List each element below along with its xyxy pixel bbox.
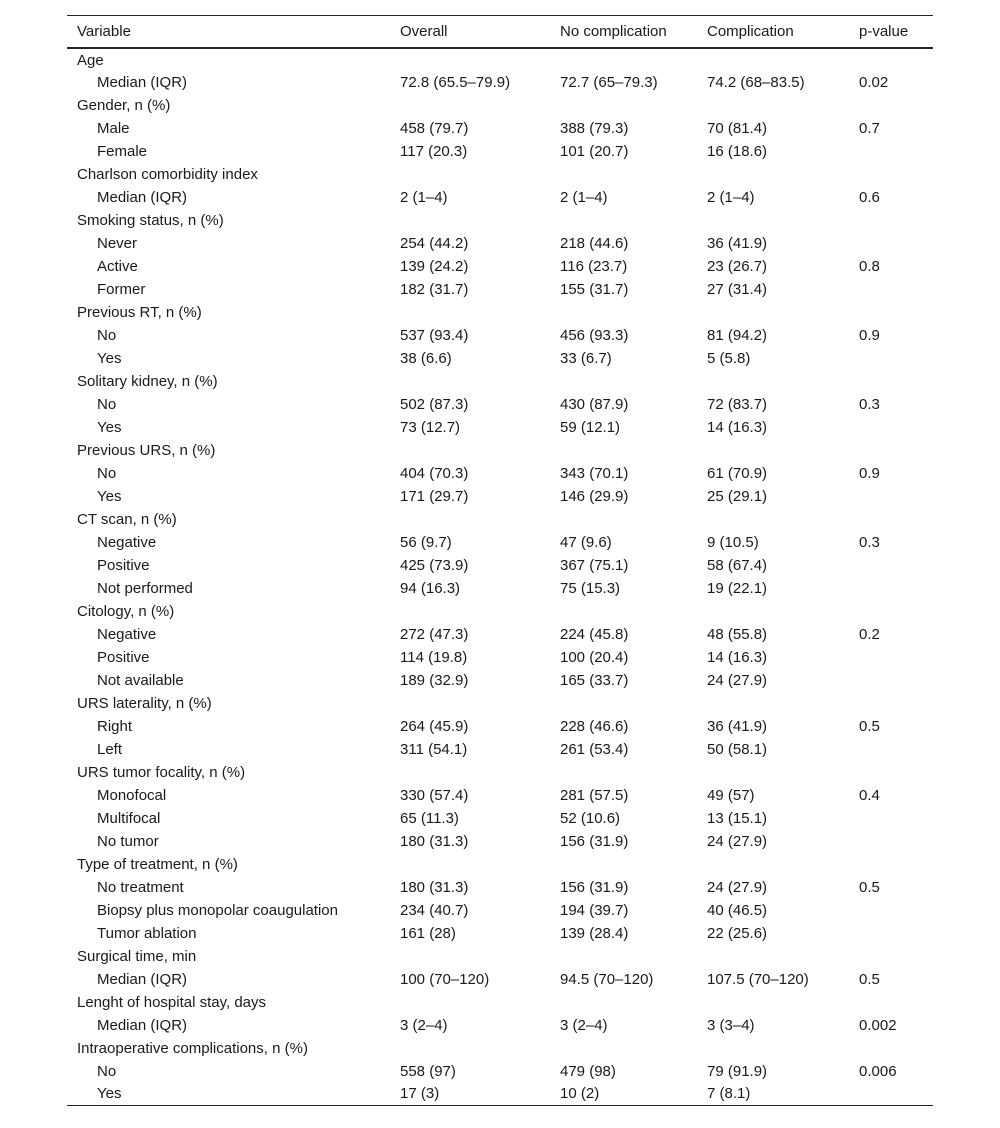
cell-p-value: 0.6 [859, 188, 880, 206]
table-row [67, 876, 933, 899]
header-p-value: p-value [849, 16, 933, 48]
cell-variable: No [97, 464, 117, 482]
cell-no-complication [550, 163, 697, 186]
cell-no-complication: 430 (87.9) [560, 395, 629, 413]
cell-complication: 16 (18.6) [707, 142, 768, 160]
table-group-row [67, 48, 933, 71]
cell-variable: Former [97, 280, 146, 298]
cell-no-complication: 100 (20.4) [560, 648, 629, 666]
table-row [67, 554, 933, 577]
cell-overall: 182 (31.7) [400, 280, 469, 298]
cell-complication: 49 (57) [707, 786, 755, 804]
cell-complication [697, 600, 849, 623]
cell-complication: 24 (27.9) [707, 832, 768, 850]
cell-complication: 36 (41.9) [707, 717, 768, 735]
cell-complication: 40 (46.5) [707, 901, 768, 919]
table-row [67, 715, 933, 738]
cell-overall [390, 1037, 550, 1060]
header-row [67, 16, 933, 48]
cell-overall: 234 (40.7) [400, 901, 469, 919]
cell-no-complication: 101 (20.7) [560, 142, 629, 160]
table-header [67, 16, 933, 48]
cell-p-value [849, 347, 933, 370]
cell-p-value [849, 278, 933, 301]
table-group-row [67, 209, 933, 232]
cell-variable: Median (IQR) [97, 1016, 188, 1034]
header-no-complication: No complication [550, 16, 697, 48]
cell-variable: Gender, n (%) [77, 96, 171, 114]
cell-variable: Previous RT, n (%) [77, 303, 202, 321]
cell-no-complication: 47 (9.6) [560, 533, 612, 551]
cell-complication: 48 (55.8) [707, 625, 768, 643]
cell-variable: Not available [97, 671, 184, 689]
cell-complication: 58 (67.4) [707, 556, 768, 574]
table-group-row [67, 439, 933, 462]
table-row [67, 1060, 933, 1083]
cell-no-complication [550, 692, 697, 715]
cell-overall [390, 94, 550, 117]
table-group-row [67, 163, 933, 186]
cell-variable: URS tumor focality, n (%) [77, 763, 246, 781]
cell-no-complication: 52 (10.6) [560, 809, 621, 827]
cell-complication: 72 (83.7) [707, 395, 768, 413]
header-complication: Complication [697, 16, 849, 48]
cell-variable: No [97, 1062, 117, 1080]
table-row [67, 784, 933, 807]
cell-complication: 74.2 (68–83.5) [707, 73, 805, 91]
cell-variable: Median (IQR) [97, 970, 188, 988]
cell-overall: 180 (31.3) [400, 878, 469, 896]
cell-no-complication: 139 (28.4) [560, 924, 629, 942]
cell-variable: Negative [97, 533, 157, 551]
cell-variable: No [97, 395, 117, 413]
table-row [67, 255, 933, 278]
cell-variable: Never [97, 234, 138, 252]
cell-complication [697, 94, 849, 117]
cell-p-value [849, 1037, 933, 1060]
cell-variable: Right [97, 717, 133, 735]
cell-overall [390, 163, 550, 186]
cell-p-value [849, 807, 933, 830]
cell-no-complication [550, 1037, 697, 1060]
cell-no-complication: 155 (31.7) [560, 280, 629, 298]
cell-overall [390, 48, 550, 71]
cell-overall: 311 (54.1) [400, 740, 468, 758]
cell-overall: 2 (1–4) [400, 188, 448, 206]
cell-complication [697, 439, 849, 462]
cell-p-value [849, 370, 933, 393]
cell-complication: 50 (58.1) [707, 740, 768, 758]
cell-overall: 38 (6.6) [400, 349, 452, 367]
table-row [67, 71, 933, 94]
cell-p-value: 0.5 [859, 878, 880, 896]
cell-variable: Positive [97, 556, 150, 574]
cell-overall: 330 (57.4) [400, 786, 469, 804]
cell-variable: Median (IQR) [97, 73, 188, 91]
cell-no-complication: 116 (23.7) [560, 257, 628, 275]
cell-overall: 56 (9.7) [400, 533, 452, 551]
cell-no-complication [550, 945, 697, 968]
cell-variable: Median (IQR) [97, 188, 188, 206]
cell-no-complication: 156 (31.9) [560, 878, 629, 896]
cell-overall: 254 (44.2) [400, 234, 469, 252]
cell-complication [697, 991, 849, 1014]
cell-overall: 272 (47.3) [400, 625, 469, 643]
cell-no-complication: 165 (33.7) [560, 671, 629, 689]
cell-variable: Not performed [97, 579, 193, 597]
cell-no-complication: 10 (2) [550, 1083, 697, 1106]
table-row [67, 623, 933, 646]
cell-variable: Yes [97, 349, 122, 367]
cell-overall [390, 991, 550, 1014]
cell-p-value [849, 600, 933, 623]
cell-no-complication: 281 (57.5) [560, 786, 629, 804]
table-row [67, 669, 933, 692]
cell-no-complication: 228 (46.6) [560, 717, 629, 735]
table-row [67, 830, 933, 853]
cell-no-complication [550, 209, 697, 232]
cell-overall: 65 (11.3) [400, 809, 459, 827]
header-variable: Variable [67, 16, 390, 48]
table-container [67, 15, 933, 1106]
cell-variable: Female [97, 142, 148, 160]
cell-variable: Solitary kidney, n (%) [77, 372, 218, 390]
cell-no-complication [550, 600, 697, 623]
cell-complication [697, 761, 849, 784]
cell-overall [390, 439, 550, 462]
baseline-characteristics-table [67, 15, 933, 1106]
cell-overall: 17 (3) [390, 1083, 550, 1106]
cell-overall: 171 (29.7) [400, 487, 469, 505]
cell-complication [697, 301, 849, 324]
cell-variable: Surgical time, min [77, 947, 197, 965]
cell-overall [390, 692, 550, 715]
cell-variable: Positive [97, 648, 150, 666]
cell-complication: 24 (27.9) [707, 878, 768, 896]
table-row [67, 577, 933, 600]
cell-variable: No treatment [97, 878, 184, 896]
cell-p-value: 0.2 [859, 625, 880, 643]
cell-no-complication: 194 (39.7) [560, 901, 629, 919]
cell-complication [697, 163, 849, 186]
cell-complication: 22 (25.6) [707, 924, 768, 942]
cell-overall: 100 (70–120) [400, 970, 490, 988]
cell-overall [390, 301, 550, 324]
cell-variable: URS laterality, n (%) [77, 694, 212, 712]
cell-p-value [849, 508, 933, 531]
table-group-row [67, 692, 933, 715]
cell-variable: Yes [67, 1083, 390, 1106]
cell-p-value [849, 669, 933, 692]
table-group-row [67, 1037, 933, 1060]
table-group-row [67, 761, 933, 784]
cell-complication: 61 (70.9) [707, 464, 768, 482]
cell-p-value [849, 48, 933, 71]
cell-complication: 2 (1–4) [707, 188, 755, 206]
cell-no-complication [550, 301, 697, 324]
cell-overall [390, 508, 550, 531]
cell-variable: Previous URS, n (%) [77, 441, 216, 459]
cell-overall [390, 370, 550, 393]
table-group-row [67, 991, 933, 1014]
cell-p-value [849, 163, 933, 186]
cell-variable: Smoking status, n (%) [77, 211, 224, 229]
cell-no-complication: 33 (6.7) [560, 349, 612, 367]
cell-variable: Multifocal [97, 809, 161, 827]
cell-p-value [849, 301, 933, 324]
cell-variable: Yes [97, 487, 122, 505]
table-row [67, 140, 933, 163]
cell-complication: 14 (16.3) [707, 648, 768, 666]
table-group-row [67, 301, 933, 324]
cell-complication [697, 508, 849, 531]
cell-p-value [849, 94, 933, 117]
cell-p-value [849, 853, 933, 876]
cell-complication [697, 853, 849, 876]
cell-overall [390, 761, 550, 784]
table-group-row [67, 94, 933, 117]
cell-complication [697, 945, 849, 968]
cell-overall: 425 (73.9) [400, 556, 469, 574]
cell-no-complication: 72.7 (65–79.3) [560, 73, 658, 91]
cell-overall [390, 853, 550, 876]
cell-variable: Biopsy plus monopolar coaugulation [97, 901, 338, 919]
cell-p-value: 0.4 [859, 786, 880, 804]
cell-variable: No [97, 326, 117, 344]
cell-overall: 458 (79.7) [400, 119, 469, 137]
table-row [67, 899, 933, 922]
cell-no-complication [550, 508, 697, 531]
cell-p-value: 0.9 [859, 464, 880, 482]
cell-no-complication: 388 (79.3) [560, 119, 629, 137]
cell-p-value [849, 692, 933, 715]
cell-variable: Charlson comorbidity index [77, 165, 258, 183]
cell-complication: 70 (81.4) [707, 119, 768, 137]
cell-variable: Active [97, 257, 138, 275]
cell-overall: 537 (93.4) [400, 326, 469, 344]
table-row [67, 646, 933, 669]
cell-variable: CT scan, n (%) [77, 510, 177, 528]
cell-complication: 27 (31.4) [707, 280, 768, 298]
table-group-row [67, 370, 933, 393]
header-overall: Overall [390, 16, 550, 48]
table-group-row [67, 600, 933, 623]
cell-no-complication: 156 (31.9) [560, 832, 629, 850]
cell-no-complication [550, 761, 697, 784]
cell-overall: 117 (20.3) [400, 142, 468, 160]
cell-variable: Left [97, 740, 123, 758]
cell-overall: 73 (12.7) [400, 418, 461, 436]
cell-overall: 3 (2–4) [400, 1016, 448, 1034]
cell-complication: 81 (94.2) [707, 326, 768, 344]
cell-complication [697, 1037, 849, 1060]
cell-complication: 14 (16.3) [707, 418, 768, 436]
cell-overall: 161 (28) [400, 924, 456, 942]
cell-no-complication [550, 439, 697, 462]
table-row [67, 393, 933, 416]
cell-p-value [849, 1083, 933, 1106]
cell-no-complication: 146 (29.9) [560, 487, 629, 505]
cell-no-complication: 94.5 (70–120) [560, 970, 654, 988]
cell-p-value [849, 439, 933, 462]
cell-complication: 3 (3–4) [707, 1016, 755, 1034]
cell-overall: 264 (45.9) [400, 717, 469, 735]
table-row [67, 1083, 933, 1106]
cell-p-value: 0.9 [859, 326, 880, 344]
cell-no-complication: 75 (15.3) [560, 579, 621, 597]
table-body [67, 48, 933, 1106]
cell-p-value: 0.3 [859, 533, 880, 551]
cell-complication: 36 (41.9) [707, 234, 768, 252]
cell-no-complication: 218 (44.6) [560, 234, 629, 252]
cell-p-value [849, 991, 933, 1014]
cell-complication: 79 (91.9) [707, 1062, 768, 1080]
cell-no-complication [550, 370, 697, 393]
cell-p-value [849, 761, 933, 784]
cell-p-value: 0.02 [859, 73, 889, 91]
cell-no-complication: 224 (45.8) [560, 625, 629, 643]
cell-no-complication: 3 (2–4) [560, 1016, 608, 1034]
cell-variable: Type of treatment, n (%) [77, 855, 238, 873]
cell-p-value [849, 577, 933, 600]
cell-no-complication [550, 48, 697, 71]
cell-overall: 139 (24.2) [400, 257, 469, 275]
cell-complication [697, 370, 849, 393]
table-group-row [67, 853, 933, 876]
cell-complication: 23 (26.7) [707, 257, 768, 275]
table-row [67, 531, 933, 554]
cell-no-complication [550, 853, 697, 876]
cell-p-value [849, 485, 933, 508]
table-row [67, 968, 933, 991]
cell-p-value: 0.006 [859, 1062, 897, 1080]
cell-p-value [849, 922, 933, 945]
cell-variable: Intraoperative complications, n (%) [77, 1039, 308, 1057]
cell-complication: 13 (15.1) [707, 809, 768, 827]
cell-overall: 404 (70.3) [400, 464, 469, 482]
cell-p-value [849, 646, 933, 669]
cell-overall [390, 209, 550, 232]
cell-p-value [849, 554, 933, 577]
cell-p-value: 0.5 [859, 970, 880, 988]
cell-p-value: 0.5 [859, 717, 880, 735]
cell-p-value [849, 738, 933, 761]
cell-no-complication: 367 (75.1) [560, 556, 629, 574]
cell-complication [697, 209, 849, 232]
cell-p-value: 0.8 [859, 257, 880, 275]
table-row [67, 416, 933, 439]
cell-no-complication: 261 (53.4) [560, 740, 629, 758]
cell-variable: Lenght of hospital stay, days [77, 993, 267, 1011]
cell-p-value [849, 830, 933, 853]
cell-no-complication: 2 (1–4) [560, 188, 608, 206]
table-row [67, 922, 933, 945]
cell-complication: 25 (29.1) [707, 487, 768, 505]
cell-complication: 5 (5.8) [707, 349, 751, 367]
cell-overall: 502 (87.3) [400, 395, 469, 413]
cell-variable: Negative [97, 625, 157, 643]
table-row [67, 485, 933, 508]
cell-complication: 19 (22.1) [707, 579, 768, 597]
cell-variable: Male [97, 119, 130, 137]
table-row [67, 232, 933, 255]
cell-overall: 189 (32.9) [400, 671, 469, 689]
cell-variable: No tumor [97, 832, 159, 850]
cell-overall: 94 (16.3) [400, 579, 461, 597]
cell-complication: 7 (8.1) [697, 1083, 849, 1106]
cell-complication: 107.5 (70–120) [707, 970, 809, 988]
cell-no-complication: 456 (93.3) [560, 326, 629, 344]
table-row [67, 278, 933, 301]
table-row [67, 462, 933, 485]
cell-no-complication: 343 (70.1) [560, 464, 629, 482]
table-row [67, 807, 933, 830]
cell-p-value [849, 232, 933, 255]
cell-p-value [849, 209, 933, 232]
table-row [67, 117, 933, 140]
cell-variable: Tumor ablation [97, 924, 197, 942]
cell-complication [697, 692, 849, 715]
cell-overall [390, 945, 550, 968]
cell-complication: 24 (27.9) [707, 671, 768, 689]
table-row [67, 186, 933, 209]
table-group-row [67, 945, 933, 968]
table-row [67, 738, 933, 761]
table-row [67, 347, 933, 370]
cell-overall: 180 (31.3) [400, 832, 469, 850]
cell-variable: Yes [97, 418, 122, 436]
cell-no-complication [550, 991, 697, 1014]
cell-no-complication: 479 (98) [560, 1062, 616, 1080]
cell-overall: 114 (19.8) [400, 648, 468, 666]
cell-overall: 558 (97) [400, 1062, 456, 1080]
cell-variable: Monofocal [97, 786, 167, 804]
cell-p-value [849, 416, 933, 439]
cell-p-value [849, 140, 933, 163]
table-row [67, 1014, 933, 1037]
cell-p-value [849, 945, 933, 968]
cell-p-value [849, 899, 933, 922]
cell-variable: Citology, n (%) [77, 602, 175, 620]
table-group-row [67, 508, 933, 531]
cell-p-value: 0.002 [859, 1016, 897, 1034]
cell-overall [390, 600, 550, 623]
cell-p-value: 0.3 [859, 395, 880, 413]
cell-overall: 72.8 (65.5–79.9) [400, 73, 511, 91]
cell-complication: 9 (10.5) [707, 533, 759, 551]
cell-no-complication [550, 94, 697, 117]
table-row [67, 324, 933, 347]
cell-p-value: 0.7 [859, 119, 880, 137]
cell-complication [697, 48, 849, 71]
cell-variable: Age [77, 52, 104, 69]
cell-no-complication: 59 (12.1) [560, 418, 621, 436]
